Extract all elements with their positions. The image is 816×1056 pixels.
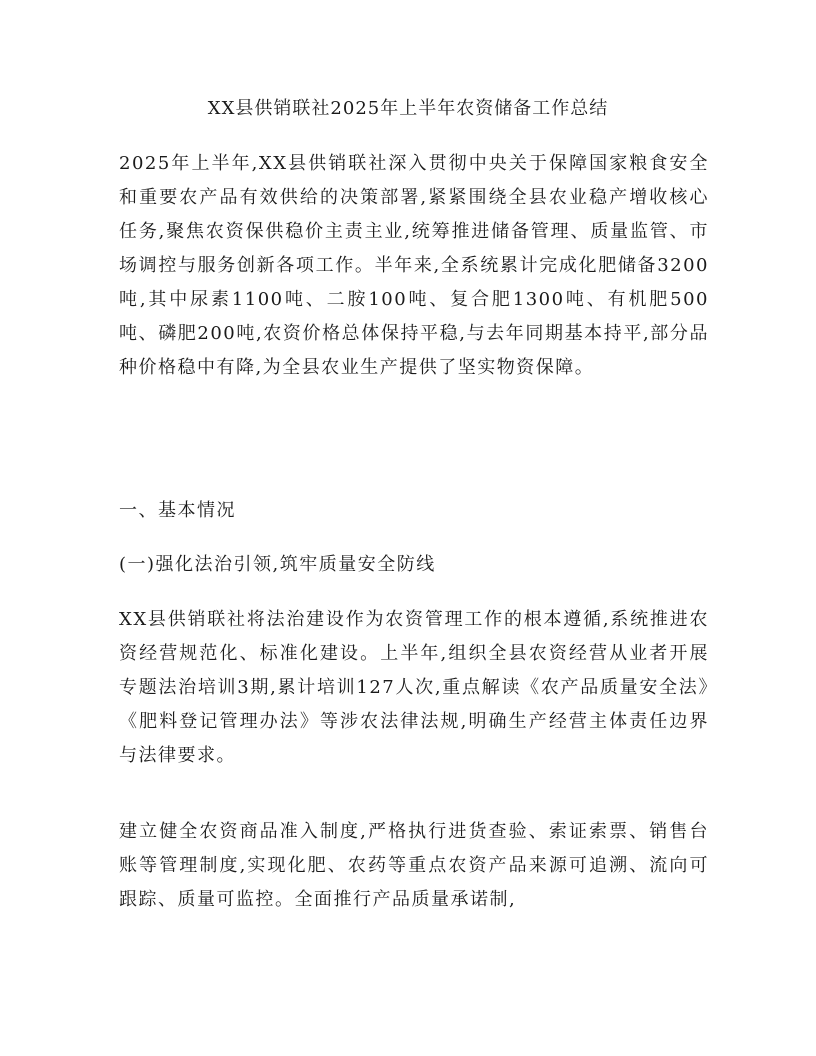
section-heading-basic-situation: 一、基本情况 (119, 500, 236, 521)
document-title: XX县供销联社2025年上半年农资储备工作总结 (207, 98, 609, 119)
subsection-heading-rule-of-law: (一)强化法治引领,筑牢质量安全防线 (119, 554, 436, 575)
intro-paragraph: 2025年上半年,XX县供销联社深入贯彻中央关于保障国家粮食安全和重要农产品有效供给的决策部署,紧紧围绕全县农业稳产增收核心任务,聚焦农资保供稳价主责主业,统筹推进储备管理、质量监管、市场调控与服务创新各项工作。半年来,全系统累计完成化肥储备3200吨,其中尿素1100吨、二胺100吨、复合肥1300吨、有机肥500吨、磷肥200吨,农资价格总体保持平稳,与去年同期基本持平,部分品种价格稳中有降,为全县农业生产提供了坚实物资保障。 (119, 153, 709, 378)
body-paragraph-rule-of-law: XX县供销联社将法治建设作为农资管理工作的根本遵循,系统推进农资经营规范化、标准化建设。上半年,组织全县农资经营从业者开展专题法治培训3期,累计培训127人次,重点解读《农产品质量安全法》《肥料登记管理办法》等涉农法律法规,明确生产经营主体责任边界与法律要求。 (119, 609, 709, 766)
body-paragraph-access-system: 建立健全农资商品准入制度,严格执行进货查验、索证索票、销售台账等管理制度,实现化肥、农药等重点农资产品来源可追溯、流向可跟踪、质量可监控。全面推行产品质量承诺制, (119, 821, 709, 910)
